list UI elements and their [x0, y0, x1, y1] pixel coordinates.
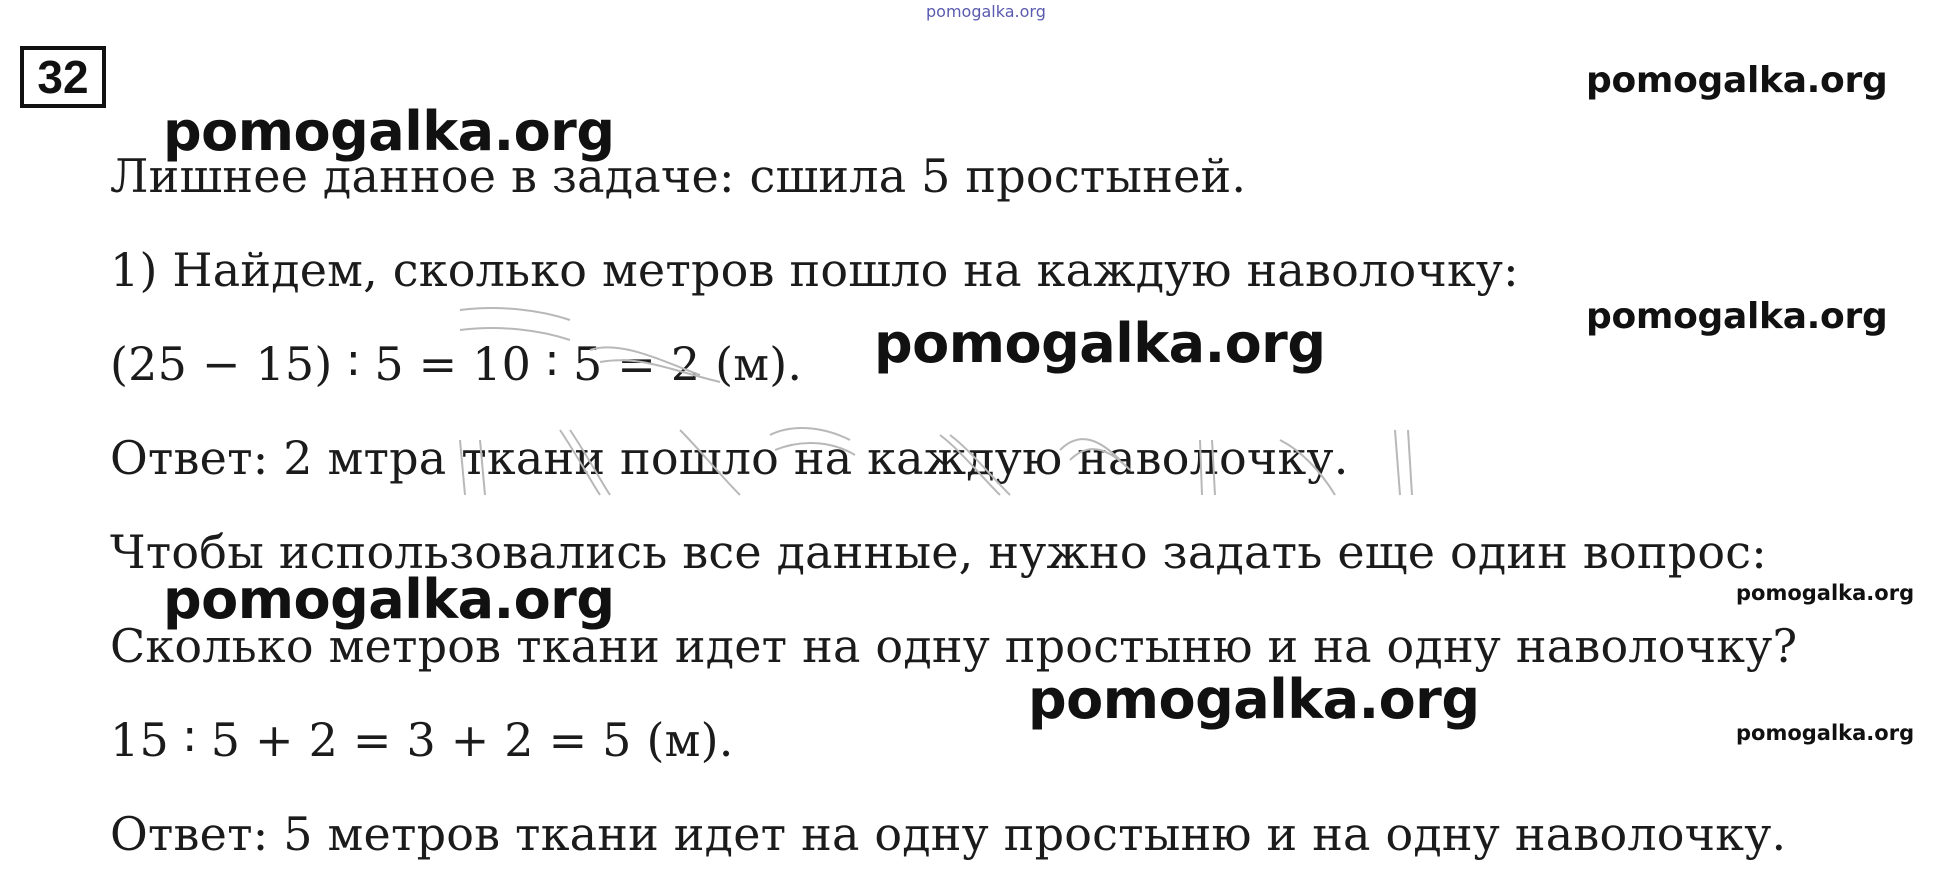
text-line-3: Чтобы использовались все данные, нужно задать еще один вопрос:: [110, 525, 1767, 579]
text-line-2: 1) Найдем, сколько метров пошло на каждую наволочку:: [110, 243, 1519, 297]
answer-line-2: Ответ: 5 метров ткани идет на одну простыню и на одну наволочку.: [110, 807, 1787, 861]
formula-line-2: 15 ∶ 5 + 2 = 3 + 2 = 5 (м).: [110, 713, 734, 767]
watermark-right-3: pomogalka.org: [1736, 581, 1915, 605]
watermark-right-4: pomogalka.org: [1736, 721, 1915, 745]
watermark-left-1: pomogalka.org: [163, 100, 615, 163]
watermark-right-2: pomogalka.org: [1586, 296, 1888, 337]
watermark-left-2: pomogalka.org: [163, 568, 615, 631]
text-line-1: Лишнее данное в задаче: сшила 5 простыней.: [110, 149, 1247, 203]
watermark-top: pomogalka.org: [926, 2, 1046, 21]
watermark-right-1: pomogalka.org: [1586, 60, 1888, 101]
formula-line-1: (25 − 15) ∶ 5 = 10 ∶ 5 = 2 (м).: [110, 337, 803, 391]
watermark-center-2: pomogalka.org: [1028, 668, 1480, 731]
question-line: Сколько метров ткани идет на одну простыню и на одну наволочку?: [110, 619, 1798, 673]
task-number-box: 32: [20, 46, 106, 108]
answer-line-1: Ответ: 2 мтра ткани пошло на каждую наволочку.: [110, 431, 1349, 485]
watermark-center-1: pomogalka.org: [874, 312, 1326, 375]
